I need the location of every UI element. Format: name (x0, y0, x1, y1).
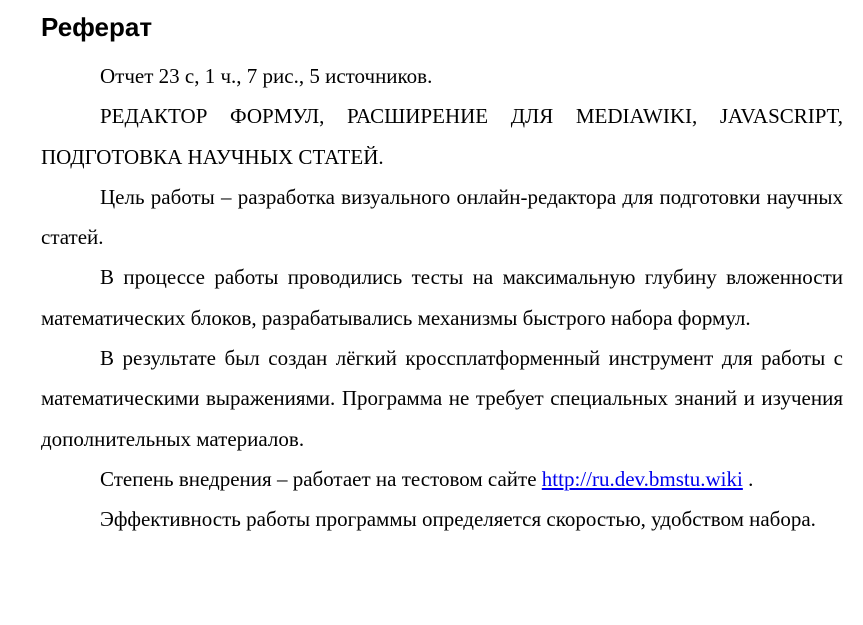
paragraph-report-summary: Отчет 23 с, 1 ч., 7 рис., 5 источников. (100, 64, 433, 88)
test-site-link[interactable]: http://ru.dev.bmstu.wiki (541, 466, 743, 491)
document-page (41, 0, 843, 540)
paragraph-process: В процессе работы проводились тесты на максимальную глубину вложенности математических блоков, разрабатывались механизмы быстрого набора формул. (41, 265, 843, 330)
paragraph-goal: Цель работы – разработка визуального онлайн-редактора для подготовки научных статей. (41, 184, 843, 250)
paragraph-keywords: РЕДАКТОР ФОРМУЛ, РАСШИРЕНИЕ ДЛЯ MEDIAWIKI, JAVASCRIPT, ПОДГОТОВКА НАУЧНЫХ СТАТЕЙ. (41, 104, 843, 169)
paragraph-result: В результате был создан лёгкий кроссплатформенный инструмент для работы с математическими выражениями. Программа не требует специальных знаний и изучения дополнительных материалов. (41, 346, 843, 451)
paragraph-efficiency: Эффективность работы программы определяется скоростью, удобством набора. (100, 507, 816, 532)
paragraph-implementation (41, 459, 843, 499)
document-title: Реферат (41, 12, 153, 42)
implementation-text: Степень внедрения – работает на тестовом сайте (100, 466, 542, 491)
implementation-suffix: . (742, 466, 754, 491)
